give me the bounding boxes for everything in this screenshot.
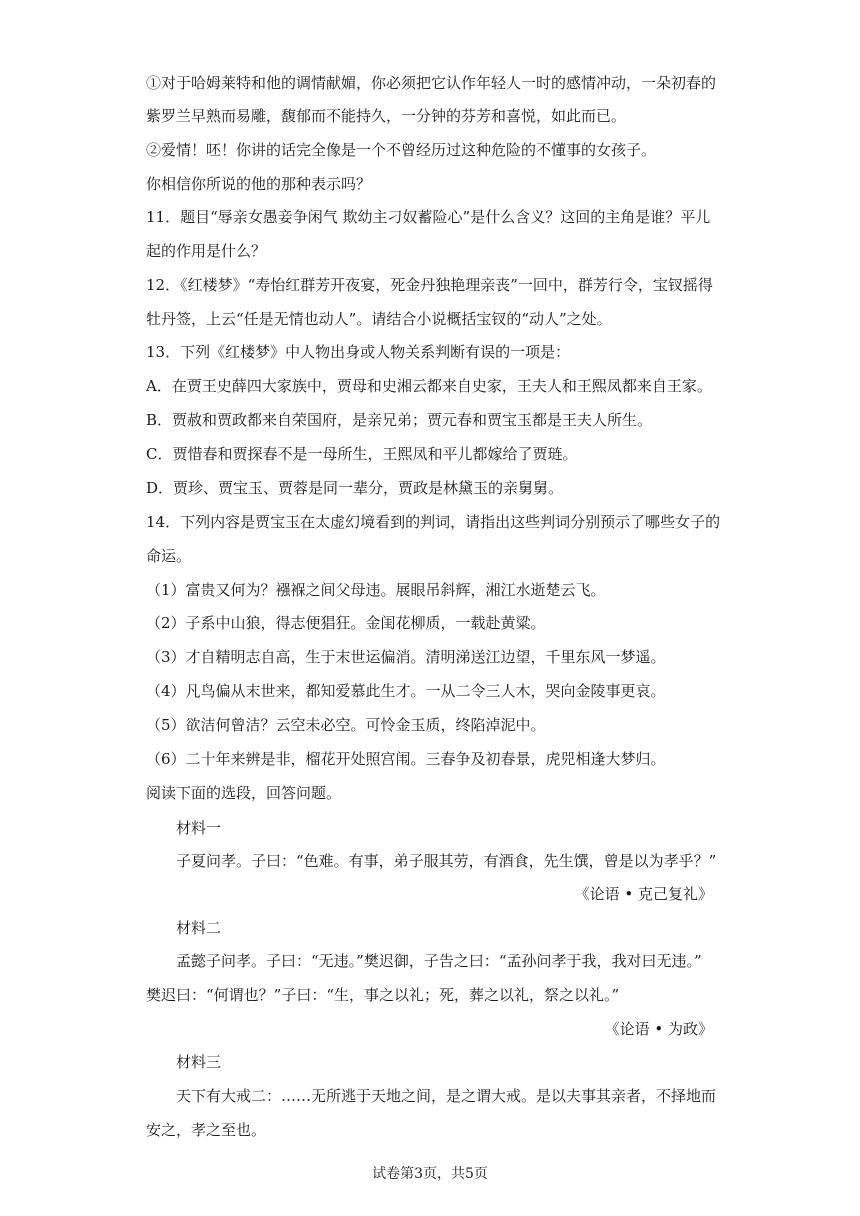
verdict-6: （6）二十年来辨是非，榴花开处照宫闱。三春争及初春景，虎兕相逢大梦归。 [146,750,666,768]
passage-line-2: 紫罗兰早熟而易雕，馥郁而不能持久，一分钟的芬芳和喜悦，如此而已。 [146,107,627,125]
question-13-stem: 13．下列《红楼梦》中人物出身或人物关系判断有误的一项是： [146,343,571,361]
passage-line-4: 你相信你所说的他的那种表示吗？ [146,175,372,193]
passage-line-1: ①对于哈姆莱特和他的调情献媚，你必须把它认作年轻人一时的感情冲动，一朵初春的 [146,74,717,92]
material-2-label: 材料二 [176,919,222,937]
material-3-text-line-2: 安之，孝之至也。 [146,1121,267,1139]
question-13-option-a: A．在贾王史薛四大家族中，贾母和史湘云都来自史家，王夫人和王熙凤都来自王家。 [146,377,712,395]
question-13-option-d: D．贾珍、贾宝玉、贾蓉是同一辈分，贾政是林黛玉的亲舅舅。 [146,479,564,497]
material-1-source: 《论语 • 克己复礼》 [574,885,713,903]
material-1-label: 材料一 [176,819,222,837]
question-14-line-1: 14．下列内容是贾宝玉在太虚幻境看到的判词，请指出这些判词分别预示了哪些女子的 [146,513,721,531]
material-1-text: 子夏问孝。子曰：“色难。有事，弟子服其劳，有酒食，先生馔，曾是以为孝乎？” [176,852,717,870]
material-2-text-line-2: 樊迟曰：“何谓也？”子曰：“生，事之以礼；死，葬之以礼，祭之以礼。” [146,986,620,1004]
material-2-text-line-1: 孟懿子问孝。子曰：“无违。”樊迟御，子告之曰：“孟孙问孝于我，我对曰无违。” [176,952,702,970]
verdict-4: （4）凡鸟偏从末世来，都知爱慕此生才。一从二令三人木，哭向金陵事更哀。 [146,682,666,700]
verdict-5: （5）欲洁何曾洁？云空未必空。可怜金玉质，终陷淖泥中。 [146,716,546,734]
material-3-label: 材料三 [176,1053,222,1071]
question-11-line-1: 11．题目“辱亲女愚妾争闲气 欺幼主刁奴蓄险心”是什么含义？这回的主角是谁？平儿 [146,208,711,226]
question-13-option-c: C．贾惜春和贾探春不是一母所生，王熙凤和平儿都嫁给了贾琏。 [146,445,578,463]
verdict-2: （2）子系中山狼，得志便猖狂。金闺花柳质，一载赴黄粱。 [146,614,546,632]
material-2-source: 《论语 • 为政》 [604,1020,713,1038]
question-14-line-2: 命运。 [146,547,192,565]
verdict-3: （3）才自精明志自高，生于末世运偏消。清明涕送江边望，千里东风一梦遥。 [146,648,666,666]
material-3-text-line-1: 天下有大戒二：……无所逃于天地之间，是之谓大戒。是以夫事其亲者，不择地而 [176,1087,717,1105]
passage-line-3: ②爱情！呸！你讲的话完全像是一个不曾经历过这种危险的不懂事的女孩子。 [146,141,657,159]
question-12-line-1: 12．《红楼梦》“寿怡红群芳开夜宴，死金丹独艳理亲丧”一回中，群芳行令，宝钗摇得 [146,276,713,294]
page-footer: 试卷第3页，共5页 [372,1166,488,1182]
reading-instruction: 阅读下面的选段，回答问题。 [146,784,342,802]
question-11-line-2: 起的作用是什么？ [146,242,267,260]
verdict-1: （1）富贵又何为？襁褓之间父母违。展眼吊斜辉，湘江水逝楚云飞。 [146,581,606,599]
question-13-option-b: B．贾赦和贾政都来自荣国府，是亲兄弟；贾元春和贾宝玉都是王夫人所生。 [146,411,653,429]
question-12-line-2: 牡丹签，上云“任是无情也动人”。请结合小说概括宝钗的“动人”之处。 [146,310,612,328]
